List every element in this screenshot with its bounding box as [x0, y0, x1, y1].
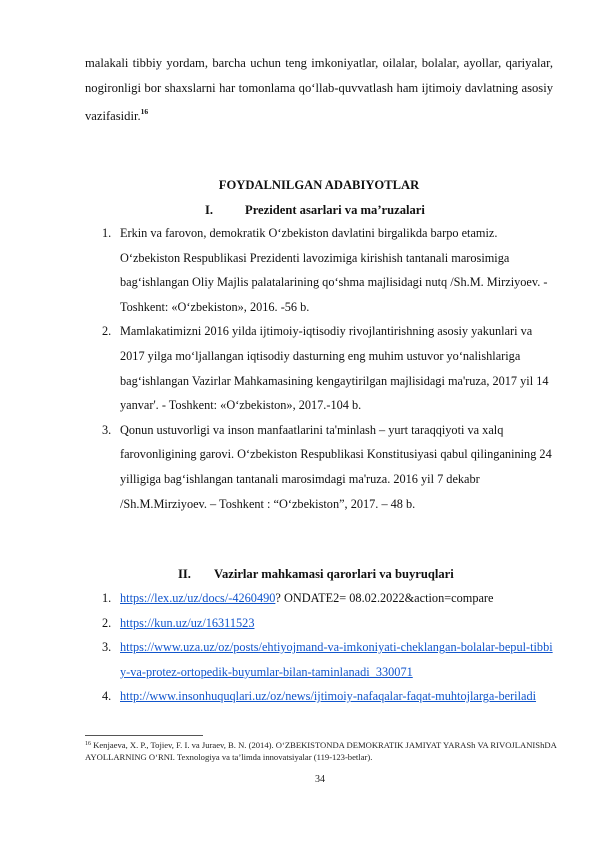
list-item — [85, 418, 553, 516]
footnote-divider — [85, 735, 203, 736]
page-number: 34 — [315, 774, 325, 785]
section-1-title: Prezident asarlari va ma’ruzalari — [245, 203, 425, 217]
reference-link-suffix: ? ONDATE2= 08.02.2022&action=compare — [275, 591, 494, 605]
list-item-number: 3. — [102, 422, 112, 437]
list-item-text: Qonun ustuvorligi va inson manfaatlarini ta'minlash – yurt taraqqiyoti va xalq farovonligining garovi. O‘zbekiston Respublikasi Konstitusiyasi qabul qilinganining 24 yilligiga bag‘ishlangan tantanali marosimdagi ma'ruza. 2016 yil 7 dekabr /Sh.M.Mirziyoev. – Toshkent : “O‘zbekiston”, 2017. – 48 b. — [120, 422, 552, 511]
section-1-numeral: I. — [205, 203, 214, 217]
list-item-number: 2. — [102, 324, 112, 339]
list-item-number: 2. — [102, 615, 112, 630]
list-item-text: Mamlakatimizni 2016 yilda ijtimoiy-iqtisodiy rivojlantirishning asosiy yakunlari va 2017 yilga mo‘ljallangan iqtisodiy dasturning eng muhim ustuvor yo‘nalishlariga bag‘ishlangan Vazirlar Mahkamasining kengaytirilgan majlisidagi ma'ruza, 2017 yil 14 yanvar'. - Toshkent: «O‘zbekiston», 2017.-104 b. — [120, 324, 549, 413]
reference-link[interactable]: https://kun.uz/uz/16311523 — [120, 615, 255, 630]
reference-link[interactable]: https://www.uza.uz/oz/posts/ehtiyojmand-va-imkoniyati-cheklangan-bolalar-bepul-tibbiy-va-protez-ortopedik-buyumlar-bilan-taminlanadi_330071 — [120, 640, 553, 679]
footnote-ref[interactable]: 16 — [140, 107, 149, 116]
list-item-number: 1. — [102, 226, 112, 240]
footnote-number: 16 — [85, 741, 91, 747]
section-2-numeral: II. — [178, 567, 191, 581]
reference-link[interactable]: http://www.insonhuquqlari.uz/oz/news/ijtimoiy-nafaqalar-faqat-muhtojlarga-beriladi — [120, 689, 537, 704]
bibliography-title: FOYDALNILGAN ADABIYOTLAR — [218, 178, 420, 192]
footnote-text: Kenjaeva, X. P., Tojiev, F. I. va Juraev, B. N. (2014). O‘ZBEKISTONDA DEMOKRATIK JAMIYAT YARASh VA RIVOJLANIShDA AYOLLARNING O‘RNI. Texnologiya va ta’limda innovatsiyalar (119-123-betlar). — [85, 740, 557, 763]
section-2-title: Vazirlar mahkamasi qarorlari va buyruqlari — [214, 567, 454, 581]
section-1-list — [85, 221, 553, 516]
list-item — [85, 586, 553, 611]
list-item-number: 4. — [102, 689, 112, 704]
intro-text: malakali tibbiy yordam, barcha uchun teng imkoniyatlar, oilalar, bolalar, ayollar, qariyalar, nogironligi bor shaxslarni har tomonlama qo‘llab-quvvatlash ham ijtimoiy davlatning asosiy vazifasidir. — [85, 56, 553, 123]
list-item-number: 1. — [102, 591, 112, 605]
footnote — [85, 738, 557, 763]
list-item-number: 3. — [102, 640, 112, 655]
list-item — [85, 319, 553, 417]
section-2-list — [85, 586, 553, 709]
list-item — [85, 684, 553, 709]
intro-paragraph — [85, 51, 553, 129]
list-item — [85, 611, 553, 636]
list-item-text: Erkin va farovon, demokratik O‘zbekiston davlatini birgalikda barpo etamiz. O‘zbekiston Respublikasi Prezidenti lavozimiga kirishish tantanali marosimiga bag‘ishlangan Oliy Majlis palatalarining qo‘shma majlisidagi nutq /Sh.M. Mirziyoev. - Toshkent: «O‘zbekiston», 2016. -56 b. — [120, 226, 548, 314]
list-item — [85, 221, 553, 319]
list-item — [85, 635, 553, 684]
reference-link[interactable]: https://lex.uz/uz/docs/-4260490 — [120, 591, 276, 605]
